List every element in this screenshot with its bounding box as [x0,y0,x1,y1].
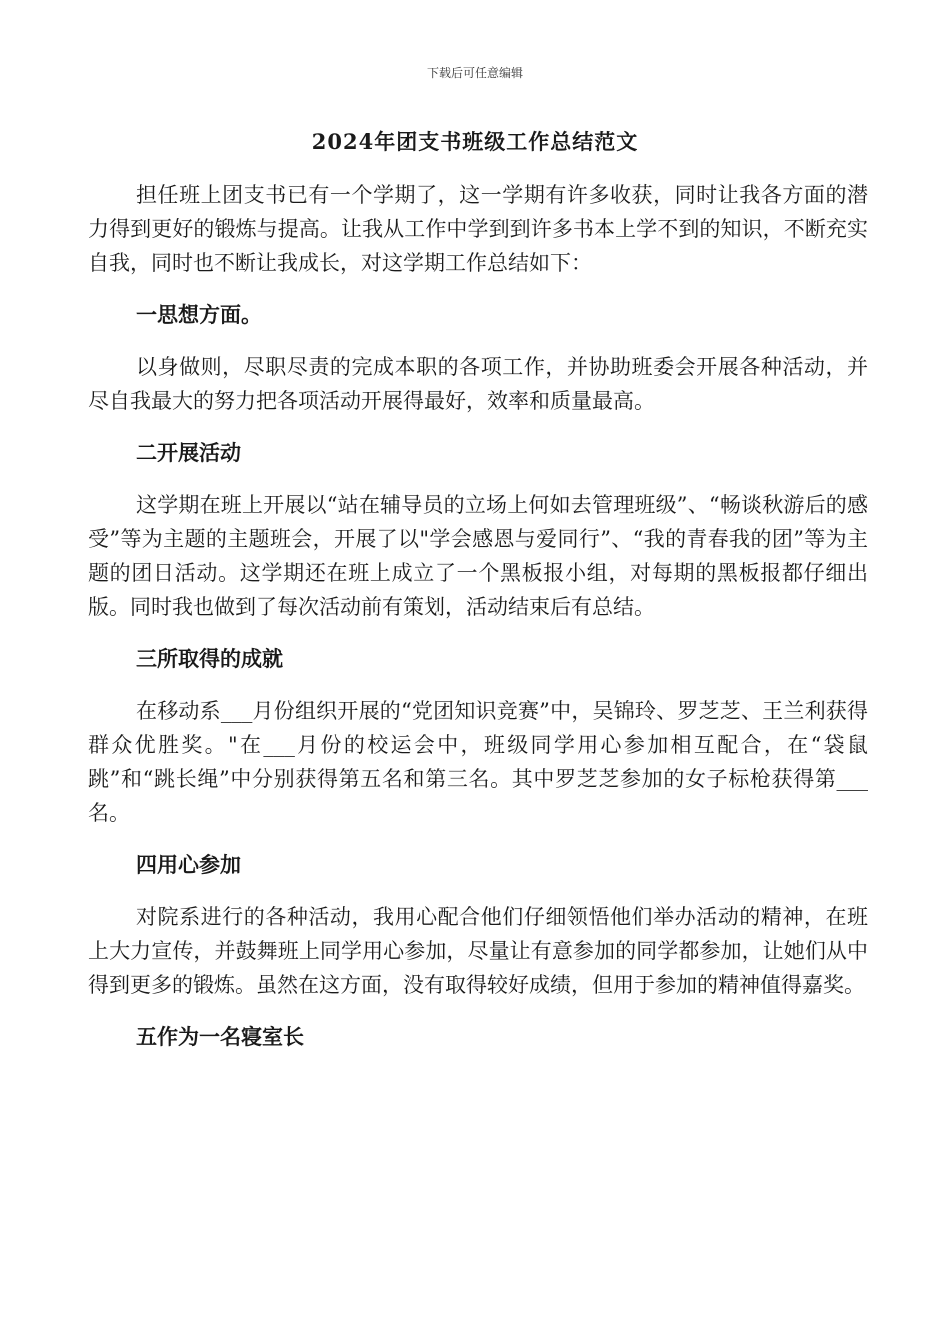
section-heading-1: 一思想方面。 [136,302,262,327]
section-heading-5: 五作为一名寝室长 [136,1024,304,1049]
document-body [88,178,868,1072]
section-paragraph-2: 这学期在班上开展以“站在辅导员的立场上何如去管理班级”、“畅谈秋游后的感受”等为主题的主题班会，开展了以"学会感恩与爱同行”、“我的青春我的团”等为主题的团日活动。这学期还在班上成立了一个黑板报小组，对每期的黑板报都仔细出版。同时我也做到了每次活动前有策划，活动结束后有总结。 [88,493,868,619]
section-heading-4: 四用心参加 [136,852,241,877]
page-header: 下载后可任意编辑 [426,66,523,80]
document-title: 2024年团支书班级工作总结范文 [311,129,639,154]
section-heading-2: 二开展活动 [136,440,241,465]
section-paragraph-1: 以身做则，尽职尽责的完成本职的各项工作，并协助班委会开展各种活动，并尽自我最大的努力把各项活动开展得最好，效率和质量最高。 [88,355,868,413]
section-paragraph-3: 在移动系___月份组织开展的“党团知识竞赛”中，吴锦玲、罗芝芝、王兰利获得群众优胜奖。"在___月份的校运会中，班级同学用心参加相互配合，在“袋鼠跳”和“跳长绳”中分别获得第五名和第三名。其中罗芝芝参加的女子标枪获得第___名。 [88,699,868,825]
section-heading-3: 三所取得的成就 [136,646,283,671]
section-paragraph-4: 对院系进行的各种活动，我用心配合他们仔细领悟他们举办活动的精神，在班上大力宣传，并鼓舞班上同学用心参加，尽量让有意参加的同学都参加，让她们从中得到更多的锻炼。虽然在这方面，没有取得较好成绩，但用于参加的精神值得嘉奖。 [88,905,868,997]
intro-paragraph: 担任班上团支书已有一个学期了，这一学期有许多收获，同时让我各方面的潜力得到更好的锻炼与提高。让我从工作中学到到许多书本上学不到的知识，不断充实自我，同时也不断让我成长，对这学期工作总结如下： [88,183,868,275]
